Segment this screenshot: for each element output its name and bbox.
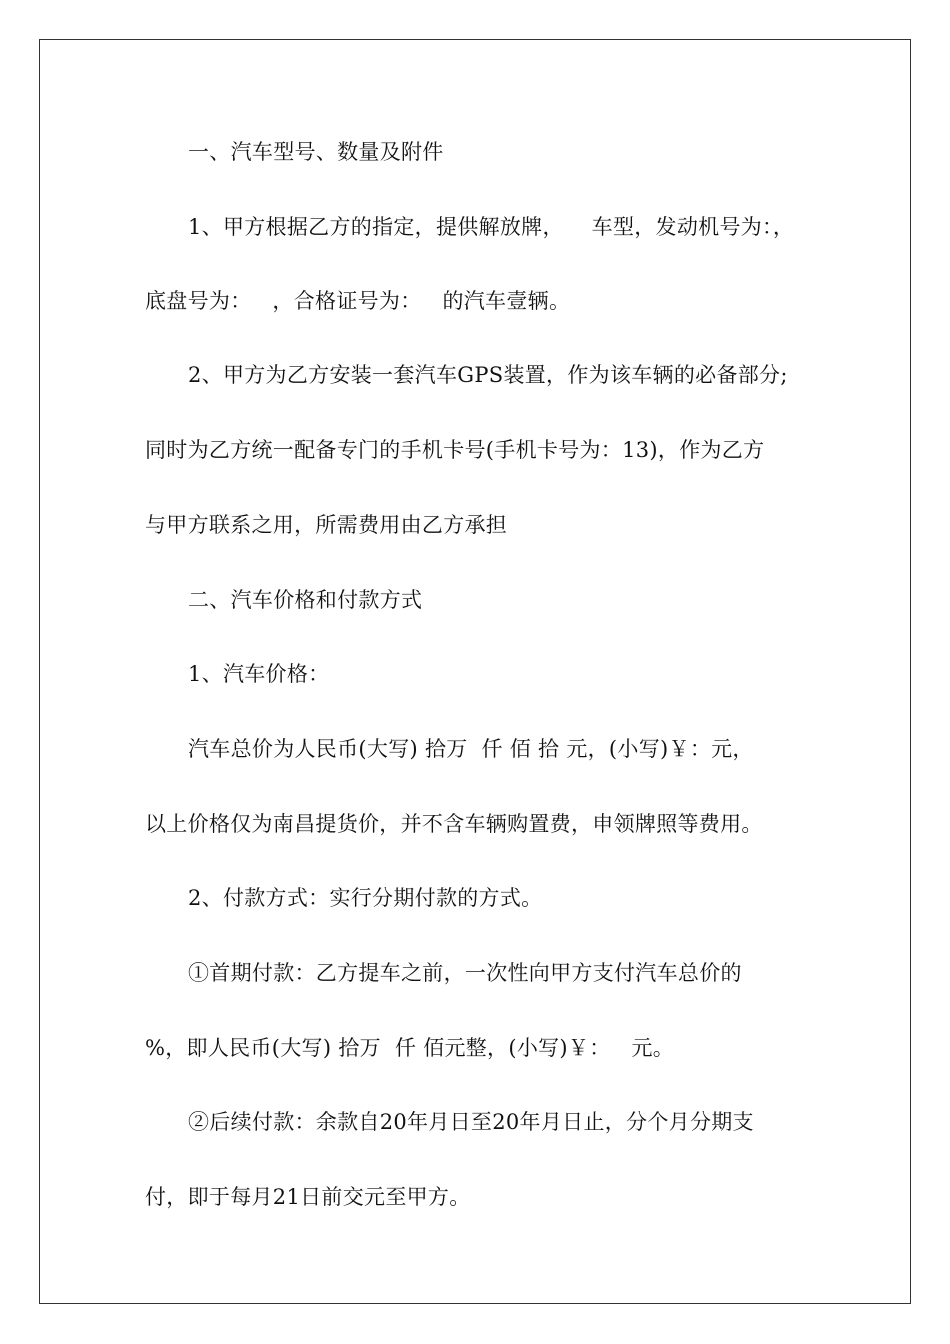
price-line-1: 汽车总价为人民币(大写) 拾万 仟 佰 拾 元，(小写)￥：元， bbox=[188, 737, 754, 761]
clause-1-line-2: 底盘号为： ，合格证号为： 的汽车壹辆。 bbox=[145, 289, 571, 313]
clause-2-line-3: 与甲方联系之用，所需费用由乙方承担 bbox=[145, 513, 508, 537]
payment-method: 2、付款方式：实行分期付款的方式。 bbox=[188, 886, 543, 910]
subsequent-payment-line-2: 付，即于每月21日前交元至甲方。 bbox=[145, 1185, 471, 1209]
subsequent-payment-line-1: ②后续付款：余款自20年月日至20年月日止，分个月分期支 bbox=[188, 1110, 754, 1134]
price-subheading: 1、汽车价格： bbox=[188, 662, 330, 686]
first-payment-line-2: %，即人民币(大写) 拾万 仟 佰元整，(小写)￥： 元。 bbox=[145, 1036, 675, 1060]
clause-2-line-1: 2、甲方为乙方安装一套汽车GPS装置，作为该车辆的必备部分; bbox=[188, 363, 788, 387]
price-line-2: 以上价格仅为南昌提货价，并不含车辆购置费，申领牌照等费用。 bbox=[145, 812, 763, 836]
clause-2-line-2: 同时为乙方统一配备专门的手机卡号(手机卡号为：13)，作为乙方 bbox=[145, 438, 765, 462]
first-payment-line-1: ①首期付款：乙方提车之前，一次性向甲方支付汽车总价的 bbox=[188, 961, 742, 985]
clause-1-line-1: 1、甲方根据乙方的指定，提供解放牌， 车型，发动机号为：， bbox=[188, 215, 795, 239]
section-heading-price: 二、汽车价格和付款方式 bbox=[188, 588, 423, 612]
section-heading-vehicle: 一、汽车型号、数量及附件 bbox=[188, 140, 444, 164]
